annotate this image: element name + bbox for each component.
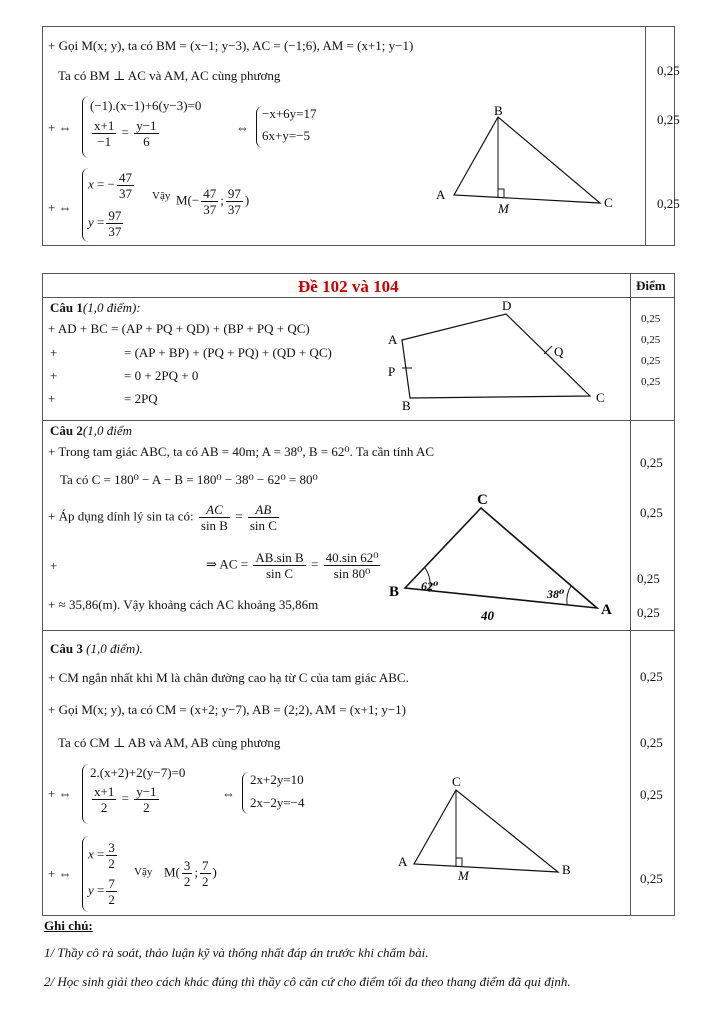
top-tri-B: B	[494, 105, 503, 118]
cau3-sol-x: x = $\frac{3}{2}$	[88, 840, 115, 871]
cau1-line-4: = 2PQ	[124, 391, 158, 406]
cau3-fig-C: C	[452, 774, 461, 789]
notes-item-1: 1/ Thầy cô rà soát, thảo luận kỹ và thống nhất đáp án trước khi chấm bài.	[44, 945, 429, 960]
top-score-1: 0,25	[657, 63, 680, 78]
cau3-line-1: + CM ngắn nhất khi M là chân đường cao hạ từ C của tam giác ABC.	[48, 670, 409, 685]
top-plus-equiv-1: + ⇔	[48, 120, 72, 135]
cau1-line-2: = (AP + BP) + (PQ + PQ) + (QD + QC)	[124, 345, 332, 360]
cau3-fig-B: B	[562, 862, 571, 877]
notes-heading: Ghi chú:	[44, 918, 93, 933]
cau3-equiv: ⇔	[222, 786, 235, 801]
cau2-score-4: 0,25	[637, 605, 660, 620]
cau2-line-2: Ta có C = 180⁰ − A − B = 180⁰ − 38⁰ − 62⁰ = 80⁰	[60, 472, 318, 487]
cau2-fig-C: C	[477, 492, 488, 508]
cau3-vay-m: M( $\frac{3}{2}$ ; $\frac{7}{2}$ )	[164, 858, 217, 889]
top-sys2-b: 6x+y=−5	[262, 128, 310, 143]
cau1-score-3: 0,25	[641, 355, 661, 367]
cau2-fig-angA: 38⁰	[547, 587, 565, 601]
top-sol-y: y = $\frac{97}{37}$	[88, 208, 122, 239]
top-sol-x: x = − $\frac{47}{37}$	[88, 170, 132, 201]
cau3-score-2: 0,25	[640, 735, 663, 750]
cau3-line-2: + Gọi M(x; y), ta có CM = (x+2; y−7), AB = (2;2), AM = (x+1; y−1)	[48, 702, 406, 717]
top-sys1-brace	[82, 96, 89, 158]
top-table-divider	[645, 26, 646, 246]
section2-title: Đề 102 và 104	[298, 277, 399, 296]
cau1-fig-A: A	[388, 332, 398, 347]
cau3-plus-equiv-2: + ⇔	[48, 866, 72, 881]
cau2-line-3: + Áp dụng dính lý sin ta có: $\frac{AC}{\text{sin B}}$ = $\frac{AB}{\text{sin C}}$	[48, 502, 277, 533]
cau3-sys1-brace	[82, 764, 89, 824]
top-line-2: Ta có BM ⊥ AC và AM, AC cùng phương	[58, 68, 281, 83]
cau3-triangle-figure	[394, 770, 594, 890]
cau3-score-4: 0,25	[640, 871, 663, 886]
cau1-quadrilateral-figure	[380, 298, 625, 416]
section2-row1-line	[42, 420, 675, 421]
top-line-1: + Gọi M(x; y), ta có BM = (x−1; y−3), AC = (−1;6), AM = (x+1; y−1)	[48, 38, 414, 53]
cau3-fig-A: A	[398, 854, 408, 869]
cau1-line-3: = 0 + 2PQ + 0	[124, 368, 199, 383]
top-triangle-figure	[430, 105, 630, 220]
cau1-fig-P: P	[388, 364, 396, 379]
top-plus-equiv-2: + ⇔	[48, 200, 72, 215]
top-sys2-a: −x+6y=17	[262, 106, 317, 121]
cau2-heading: Câu 2(1,0 điểm	[50, 423, 132, 438]
cau2-triangle-figure	[385, 490, 625, 625]
cau2-line-4: ⇒ AC = $\frac{\text{AB.sin B}}{\text{sin C}}$ = $\frac{\text{40.sin 62⁰}}{\text{sin 80⁰}}$	[206, 550, 379, 581]
top-vay: Vậy	[152, 190, 171, 202]
cau1-fig-D: D	[502, 298, 512, 313]
cau2-line-1: + Trong tam giác ABC, ta có AB = 40m; A = 38⁰, B = 62⁰. Ta cần tính AC	[48, 444, 435, 459]
cau2-line-5: + ≈ 35,86(m). Vậy khoảng cách AC khoảng 35,86m	[48, 597, 319, 612]
cau2-fig-angB: 62⁰	[421, 579, 439, 593]
top-score-3: 0,25	[657, 196, 680, 211]
section2-row2-line	[42, 630, 675, 631]
cau2-plus-4: +	[50, 558, 58, 573]
cau3-sys1-a: 2.(x+2)+2(y−7)=0	[90, 765, 186, 780]
cau3-score-1: 0,25	[640, 669, 663, 684]
cau1-score-2: 0,25	[641, 334, 661, 346]
cau3-line-3: Ta có CM ⊥ AB và AM, AB cùng phương	[58, 735, 281, 750]
cau3-score-3: 0,25	[640, 787, 663, 802]
cau2-score-1: 0,25	[640, 455, 663, 470]
top-sys1-a: (−1).(x−1)+6(y−3)=0	[90, 98, 202, 113]
cau2-score-3: 0,25	[637, 571, 660, 586]
notes-item-2: 2/ Học sinh giải theo cách khác đúng thì thầy cô căn cứ cho điểm tối đa theo thang điểm đã qui định.	[44, 974, 571, 989]
top-tri-C: C	[604, 195, 613, 210]
cau2-fig-A: A	[601, 602, 612, 618]
cau1-fig-B: B	[402, 398, 411, 413]
cau1-line-1: + AD + BC = (AP + PQ + QD) + (BP + PQ + QC)	[48, 321, 310, 336]
top-score-2: 0,25	[657, 112, 680, 127]
cau1-plus-4: +	[48, 391, 56, 406]
section2-divider	[630, 273, 631, 916]
top-tri-A: A	[436, 187, 446, 202]
cau1-plus-2: +	[50, 345, 58, 360]
cau3-sol-y: y = $\frac{7}{2}$	[88, 876, 115, 907]
cau3-sys1-b: $\frac{x+1}{2}$ = $\frac{y-1}{2}$	[94, 784, 157, 815]
cau3-fig-M: M	[458, 868, 469, 883]
cau1-score-4: 0,25	[641, 376, 661, 388]
cau3-sys2-a: 2x+2y=10	[250, 772, 304, 787]
cau2-fig-side: 40	[481, 608, 494, 623]
cau3-plus-equiv-1: + ⇔	[48, 786, 72, 801]
top-sys1-b: $\frac{x+1}{-1}$ = $\frac{y-1}{6}$	[94, 118, 157, 149]
cau3-sys2-b: 2x−2y=−4	[250, 795, 305, 810]
cau1-fig-C: C	[596, 390, 605, 405]
top-tri-M: M	[498, 201, 509, 216]
top-equiv: ⇔	[236, 120, 249, 135]
cau2-score-2: 0,25	[640, 505, 663, 520]
cau1-plus-3: +	[50, 368, 58, 383]
cau1-heading: Câu 1(1,0 điểm):	[50, 300, 141, 315]
cau3-vay: Vậy	[134, 866, 153, 878]
cau1-score-1: 0,25	[641, 313, 661, 325]
cau1-fig-Q: Q	[554, 344, 564, 359]
cau2-fig-B: B	[389, 584, 400, 600]
section2-score-header: Điểm	[636, 278, 666, 293]
cau3-sys2-brace	[242, 772, 249, 814]
top-vay-m: M(− $\frac{47}{37}$ ; $\frac{97}{37}$ )	[176, 186, 250, 217]
cau3-heading: Câu 3 (1,0 điểm).	[50, 641, 143, 656]
